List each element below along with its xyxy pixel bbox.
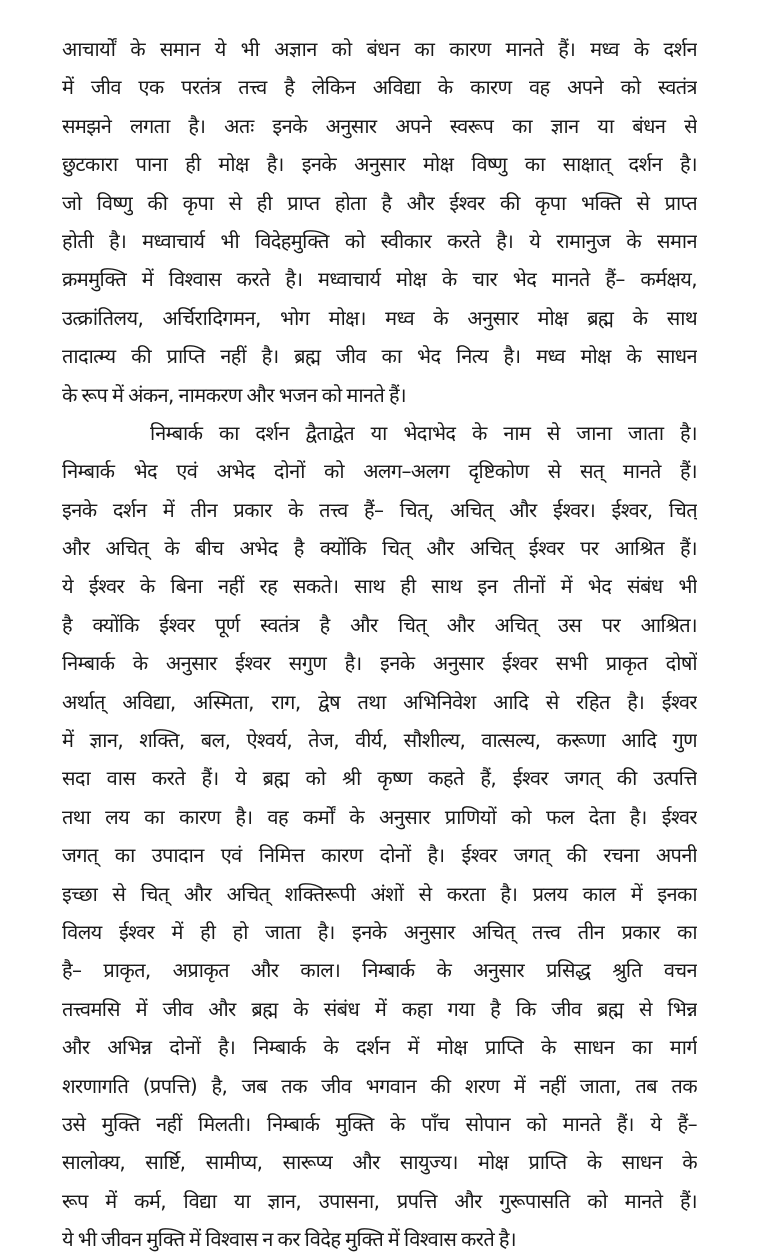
text-line: निम्बार्क का दर्शन द्वैताद्वेत या भेदाभेद के नाम से जाना जाता है। [150, 420, 697, 445]
text-line: और अचित् के बीच अभेद है क्योंकि चित् और अचित् ईश्वर पर आश्रित हैं। [62, 536, 697, 561]
text-line: जो विष्णु की कृपा से ही प्राप्त होता है और ईश्वर की कृपा भक्ति से प्राप्त [62, 190, 697, 215]
document-page [62, 30, 697, 1259]
text-line: और अभिन्न दोनों है। निम्बार्क के दर्शन में मोक्ष प्राप्ति के साधन का मार्ग [62, 1035, 697, 1060]
text-line: तादात्म्य की प्राप्ति नहीं है। ब्रह्म जीव का भेद नित्य है। मध्व मोक्ष के साधन [62, 344, 697, 369]
text-line: इच्छा से चित् और अचित् शक्तिरूपी अंशों से करता है। प्रलय काल में इनका [62, 881, 697, 906]
text-line: है– प्राकृत, अप्राकृत और काल। निम्बार्क के अनुसार प्रसिद्ध श्रुति वचन [62, 958, 697, 983]
text-line: शरणागति (प्रपत्ति) है, जब तक जीव भगवान की शरण में नहीं जाता, तब तक [62, 1073, 697, 1098]
text-line: निम्बार्क के अनुसार ईश्वर सगुण है। इनके अनुसार ईश्वर सभी प्राकृत दोषों [62, 651, 697, 676]
text-line: तथा लय का कारण है। वह कर्मों के अनुसार प्राणियों को फल देता है। ईश्वर [62, 804, 697, 829]
text-line: तत्त्वमसि में जीव और ब्रह्म के संबंध में कहा गया है कि जीव ब्रह्म से भिन्न [62, 996, 697, 1021]
text-line: उसे मुक्ति नहीं मिलती। निम्बार्क मुक्ति के पाँच सोपान को मानते हैं। ये हैं– [62, 1111, 697, 1136]
text-line: ये भी जीवन मुक्ति में विश्वास न कर विदेह मुक्ति में विश्वास करते है। [62, 1227, 516, 1252]
text-line: आचार्यों के समान ये भी अज्ञान को बंधन का कारण मानते हैं। मध्व के दर्शन [62, 37, 697, 61]
text-line: सालोक्य, सार्ष्टि, सामीप्य, सारूप्य और सायुज्य। मोक्ष प्राप्ति के साधन के [62, 1150, 697, 1175]
text-line: में ज्ञान, शक्ति, बल, ऐश्वर्य, तेज, वीर्य, सौशील्य, वात्सल्य, करूणा आदि गुण [62, 728, 697, 753]
text-line: समझने लगता है। अतः इनके अनुसार अपने स्वरूप का ज्ञान या बंधन से [62, 113, 697, 138]
paragraph-madhva [62, 30, 697, 414]
text-line: विलय ईश्वर में ही हो जाता है। इनके अनुसार अचित् तत्त्व तीन प्रकार का [62, 919, 697, 944]
text-line: में जीव एक परतंत्र तत्त्व है लेकिन अविद्या के कारण वह अपने को स्वतंत्र [62, 75, 697, 100]
text-line: इनके दर्शन में तीन प्रकार के तत्त्व हैं– चित्, अचित् और ईश्वर। ईश्वर, चित् [62, 497, 697, 522]
paragraph-nimbarka [62, 414, 697, 1259]
text-line: छुटकारा पाना ही मोक्ष है। इनके अनुसार मोक्ष विष्णु का साक्षात् दर्शन है। [62, 152, 697, 177]
text-line: होती है। मध्वाचार्य भी विदेहमुक्ति को स्वीकार करते है। ये रामानुज के समान [62, 228, 697, 253]
text-line: ये ईश्वर के बिना नहीं रह सकते। साथ ही साथ इन तीनों में भेद संबंध भी [62, 574, 697, 599]
text-line: उत्क्रांतिलय, अर्चिरादिगमन, भोग मोक्ष। मध्व के अनुसार मोक्ष ब्रह्म के साथ [62, 305, 697, 330]
text-line: क्रममुक्ति में विश्वास करते है। मध्वाचार्य मोक्ष के चार भेद मानते हैं– कर्मक्षय, [62, 267, 697, 292]
text-line: सदा वास करते हैं। ये ब्रह्म को श्री कृष्ण कहते हैं, ईश्वर जगत् की उत्पत्ति [62, 766, 697, 791]
text-line: निम्बार्क भेद एवं अभेद दोनों को अलग–अलग दृष्टिकोण से सत् मानते हैं। [62, 459, 697, 484]
text-line: जगत् का उपादान एवं निमित्त कारण दोनों है। ईश्वर जगत् की रचना अपनी [62, 843, 697, 868]
text-line: अर्थात् अविद्या, अस्मिता, राग, द्वेष तथा अभिनिवेश आदि से रहित है। ईश्वर [62, 689, 697, 714]
text-line: रूप में कर्म, विद्या या ज्ञान, उपासना, प्रपत्ति और गुरूपासति को मानते हैं। [62, 1188, 697, 1213]
text-line: है क्योंकि ईश्वर पूर्ण स्वतंत्र है और चित् और अचित् उस पर आश्रित। [62, 612, 697, 637]
text-line: के रूप में अंकन, नामकरण और भजन को मानते हैं। [62, 382, 406, 407]
